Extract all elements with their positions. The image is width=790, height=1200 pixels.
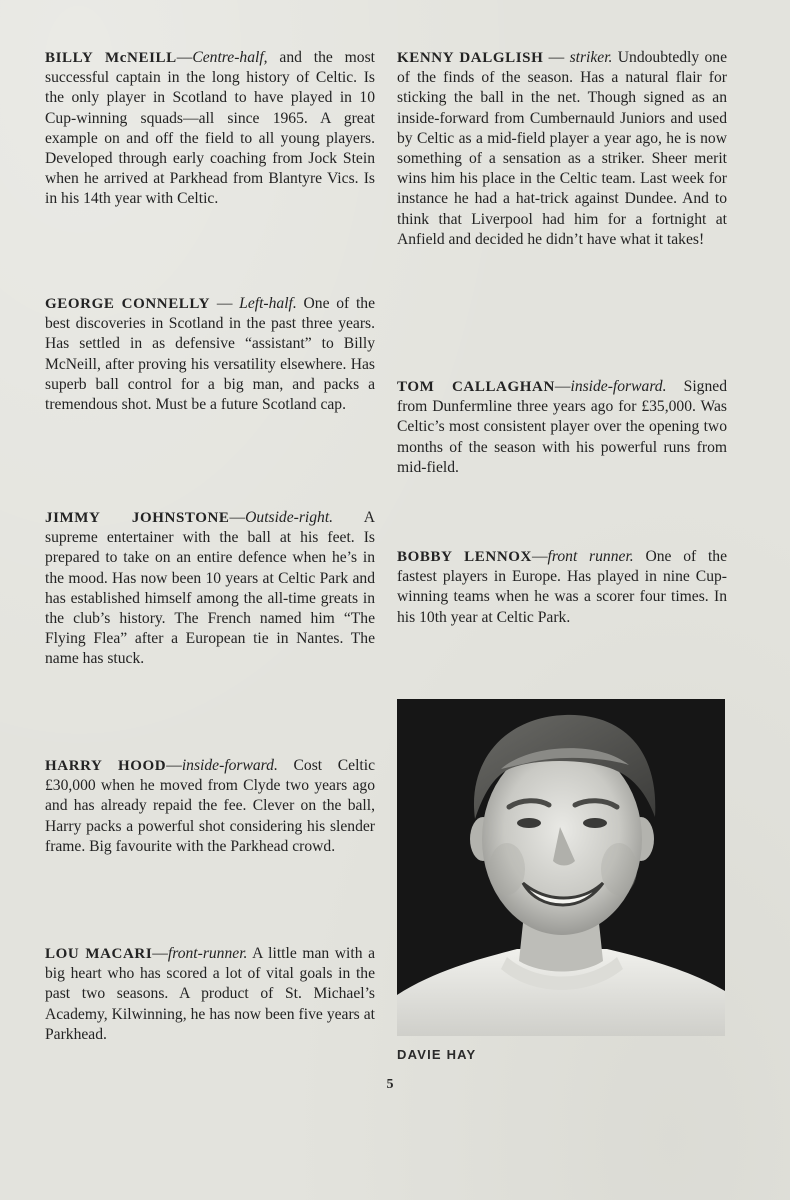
name-dash: — bbox=[554, 378, 571, 395]
player-name: KENNY DALGLISH bbox=[397, 50, 544, 66]
player-name: TOM CALLAGHAN bbox=[397, 379, 555, 395]
player-entry-mcneill bbox=[45, 48, 375, 210]
player-name: LOU MACARI bbox=[45, 946, 153, 962]
player-description: A supreme entertainer with the ball at his feet. Is prepared to take on an entire defence when he’s in the mood. Has now been 10 years at Celtic Park and has established himself among the all-time greats in the club’s history. The French named him “The Flying Flea” after a European tie in Nantes. The name has stuck. bbox=[45, 509, 375, 668]
portrait-photo bbox=[397, 699, 725, 1036]
player-position: front-runner. bbox=[167, 945, 248, 962]
player-name: GEORGE CONNELLY bbox=[45, 296, 211, 312]
player-entry-macari bbox=[45, 944, 375, 1045]
player-entry-connelly bbox=[45, 294, 375, 415]
player-description: Cost Celtic £30,000 when he moved from Clyde two years ago and has already repaid the fee. Clever on the ball, Harry packs a powerful shot considering his slender frame. Big favourite with the Parkhead crowd. bbox=[45, 757, 376, 855]
player-description: Undoubtedly one of the finds of the season. Has a natural flair for sticking the ball in the net. Though signed as an inside-forward from Cumbernauld Juniors and used by Celtic as a mid-field player a year ago, he is now something of a sensation as a striker. Sheer merit wins him his place in the Celtic team. Last week for instance he had a hat-trick against Dundee. And to think that Liverpool had him for a fortnight at Anfield and decided he didn’t have what it takes! bbox=[397, 49, 727, 248]
player-position: Centre-half, bbox=[192, 49, 268, 66]
name-dash: — bbox=[210, 295, 240, 312]
player-name: BILLY McNEILL bbox=[45, 50, 177, 66]
player-description: and the most successful captain in the long history of Celtic. Is the only player in Scotland to have played in 10 Cup-winning squads—all since 1965. A great example on and off the field to all young players. Developed through early coaching from Jock Stein when he arrived at Parkhead from Blantyre Vics. Is in his 14th year with Celtic. bbox=[45, 49, 375, 208]
name-dash: — bbox=[166, 757, 182, 774]
player-entry-hood bbox=[45, 756, 375, 857]
player-position: Outside-right. bbox=[245, 509, 334, 526]
name-dash: — bbox=[152, 945, 168, 962]
photo-caption: DAVIE HAY bbox=[397, 1047, 477, 1062]
player-entry-johnstone bbox=[45, 508, 375, 670]
player-name: JIMMY JOHNSTONE bbox=[45, 510, 230, 526]
portrait-photo-icon bbox=[397, 699, 725, 1036]
name-dash: — bbox=[229, 509, 246, 526]
name-dash: — bbox=[531, 548, 548, 565]
player-entry-dalglish bbox=[397, 48, 727, 250]
name-dash: — bbox=[543, 49, 570, 66]
player-position: front runner. bbox=[547, 548, 634, 565]
player-position: striker. bbox=[569, 49, 613, 66]
name-dash: — bbox=[176, 49, 193, 66]
player-position: Left-half. bbox=[239, 295, 297, 312]
player-name: HARRY HOOD bbox=[45, 758, 167, 774]
page-number: 5 bbox=[386, 1077, 394, 1092]
player-description: A little man with a big heart who has scored a lot of vital goals in the past two seasons. A product of St. Michael’s Academy, Kilwinning, he has now been five years at Parkhead. bbox=[45, 945, 375, 1043]
player-description: One of the fastest players in Europe. Has played in nine Cup-winning teams when he was a scorer four times. In his 10th year at Celtic Park. bbox=[397, 548, 727, 626]
player-entry-lennox bbox=[397, 547, 727, 628]
player-description: One of the best discoveries in Scotland in the past three years. Has settled in as defensive “assistant” to Billy McNeill, after proving his versatility elsewhere. Has superb ball control for a big man, and packs a tremendous shot. Must be a future Scotland cap. bbox=[45, 295, 376, 414]
player-entry-callaghan bbox=[397, 377, 727, 478]
player-description: Signed from Dunfermline three years ago for £35,000. Was Celtic’s most consistent player over the opening two months of the season with his powerful runs from mid-field. bbox=[397, 378, 727, 476]
player-name: BOBBY LENNOX bbox=[397, 549, 532, 565]
player-position: inside-forward. bbox=[181, 757, 278, 774]
player-position: inside-forward. bbox=[570, 378, 667, 395]
